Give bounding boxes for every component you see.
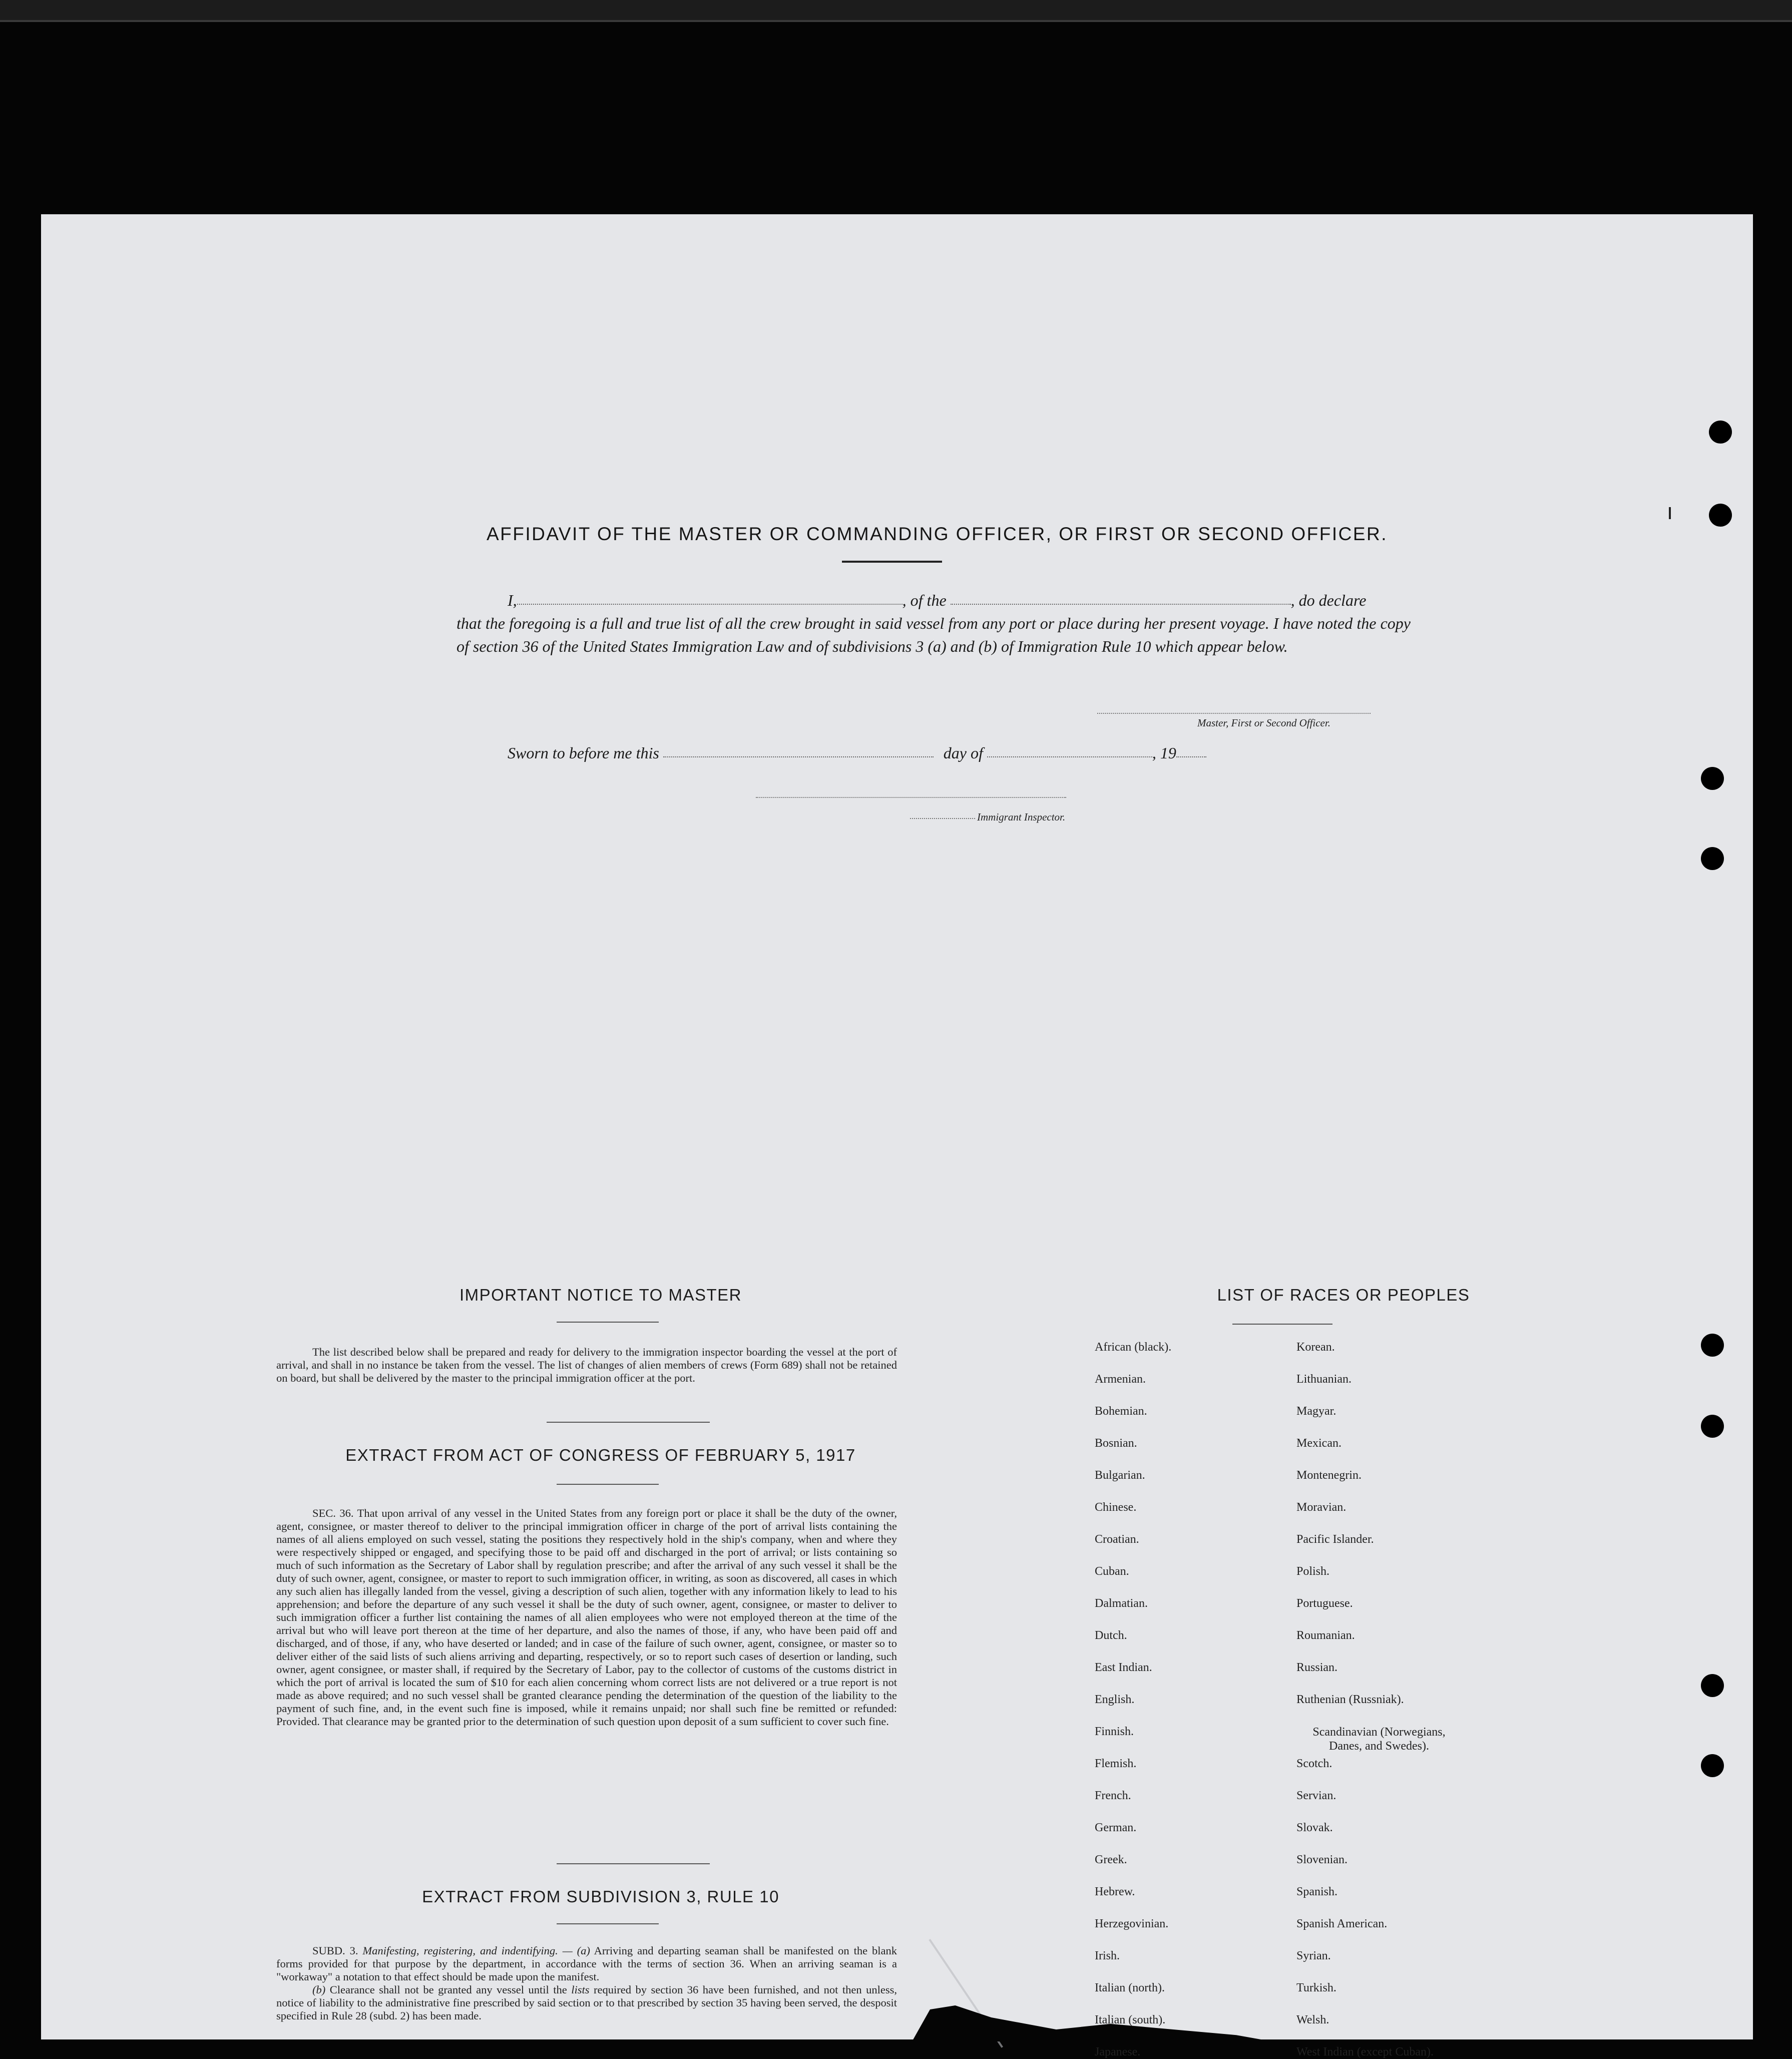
race-item: Italian (north). bbox=[1095, 1981, 1165, 1994]
race-item: Finnish. bbox=[1095, 1725, 1134, 1738]
race-item: Armenian. bbox=[1095, 1373, 1146, 1386]
declaration-body: that the foregoing is a full and true list of all the crew brought in said vessel from any port or place during her present voyage. I have noted the copy of section 36 of the United States Immigration Law and of subdivisions 3 (a) and (b) of Immigration Rule 10 which appear below. bbox=[457, 614, 1411, 655]
race-item: Turkish. bbox=[1296, 1981, 1336, 1994]
race-item: Hebrew. bbox=[1095, 1885, 1135, 1898]
act-rule bbox=[557, 1484, 659, 1485]
punch-hole bbox=[1701, 767, 1724, 790]
act-body bbox=[276, 1507, 897, 1728]
inspector-signature-line[interactable] bbox=[756, 797, 1066, 798]
rule10-body bbox=[276, 1944, 897, 2022]
master-signature-line[interactable] bbox=[1097, 713, 1371, 714]
race-item: West Indian (except Cuban). bbox=[1296, 2045, 1434, 2058]
race-item: Irish. bbox=[1095, 1949, 1120, 1962]
race-item: Flemish. bbox=[1095, 1757, 1137, 1770]
race-item: Slovenian. bbox=[1296, 1853, 1348, 1866]
title-rule bbox=[842, 561, 942, 563]
race-item: Bulgarian. bbox=[1095, 1469, 1145, 1482]
race-item: Moravian. bbox=[1296, 1501, 1347, 1514]
race-item: Bohemian. bbox=[1095, 1405, 1147, 1418]
notice-separator bbox=[547, 1422, 710, 1423]
race-item: Korean. bbox=[1296, 1341, 1335, 1354]
declaration-block bbox=[457, 589, 1411, 658]
notice-body bbox=[276, 1346, 897, 1385]
race-item: German. bbox=[1095, 1821, 1137, 1834]
race-item: French. bbox=[1095, 1789, 1131, 1802]
act-paragraph: SEC. 36. That upon arrival of any vessel in the United States from any foreign port or place it shall be the duty of the owner, agent, consignee, or master thereof to deliver to the principal immigration officer in charge of the port of arrival lists containing the names of all aliens employed on such vessel, stating the positions they respectively hold in the ship's company, when and where they were respectively shipped or engaged, and specifying those to be paid off and discharged in the port of arrival; or lists containing so much of such information as the Secretary of Labor shall by regulation prescribe; and after the arrival of any such vessel it shall be the duty of such owner, agent, consignee, or master to report to such immigration officer, in writing, as soon as discovered, all cases in which any such alien has illegally landed from the vessel, giving a description of such alien, together with any information likely to lead to his apprehension; and before the departure of any such vessel it shall be the duty of such owner, agent, consignee, or master to deliver to such immigration officer a further list containing the names of all alien employees who were not employed thereon at the time of the arrival but who will leave port thereon at the time of her departure, and also the names of those, if any, who have been paid off and discharged, and of those, if any, who have deserted or landed; and in case of the failure of such owner, agent, consignee, or master so to deliver either of the said lists of such aliens arriving and departing, respectively, or so to report such cases of desertion or landing, such owner, agent consignee, or master shall, if required by the Secretary of Labor, pay to the collector of customs of the customs district in which the port of arrival is located the sum of $10 for each alien concerning whom correct lists are not delivered or a true report is not made as above required; and no such vessel shall be granted clearance pending the determination of the question of the liability to the payment of such fine, and, in the event such fine is imposed, while it remains unpaid; nor shall such fine be remitted or refunded: Provided. That clearance may be granted prior to the determination of such question upon deposit of a sum sufficient to cover such fine. bbox=[276, 1507, 897, 1728]
notice-paragraph: The list described below shall be prepared and ready for delivery to the immigration inspector boarding the vessel at the port of arrival, and shall in no instance be taken from the vessel. The list of changes of alien members of crews (Form 689) shall not be retained on board, but shall be delivered by the master to the principal immigration officer at the port. bbox=[276, 1346, 897, 1384]
race-item: Bosnian. bbox=[1095, 1437, 1137, 1450]
race-item: Syrian. bbox=[1296, 1949, 1331, 1962]
affidavit-title: AFFIDAVIT OF THE MASTER OR COMMANDING OFFICER, OR FIRST OR SECOND OFFICER. bbox=[486, 524, 1388, 544]
notice-title: IMPORTANT NOTICE TO MASTER bbox=[459, 1286, 742, 1304]
race-item: Portuguese. bbox=[1296, 1597, 1353, 1610]
rule10-b-body-2: required by section 36 have been furnished, and not then unless, notice of liability to the administrative fine prescribed by said section or to that prescribed by section 35 having been served, the desposit specified in Rule 28 (subd. 2) has been made. bbox=[276, 1983, 898, 2022]
race-item: Chinese. bbox=[1095, 1501, 1137, 1514]
race-item: Roumanian. bbox=[1296, 1629, 1355, 1642]
sworn-month-field[interactable] bbox=[987, 752, 1152, 757]
race-item: Greek. bbox=[1095, 1853, 1127, 1866]
race-item: East Indian. bbox=[1095, 1661, 1152, 1674]
race-item: Lithuanian. bbox=[1296, 1373, 1352, 1386]
pencil-mark bbox=[1669, 507, 1671, 519]
race-item: Welsh. bbox=[1296, 2013, 1329, 2026]
vessel-field[interactable] bbox=[951, 600, 1291, 605]
rule10-a-heading: Manifesting, registering, and indentifying. — (a) bbox=[362, 1944, 590, 1957]
race-item: Ruthenian (Russniak). bbox=[1296, 1693, 1404, 1706]
rule10-para-b bbox=[276, 1983, 897, 2022]
rule10-a-lead: SUBD. 3. bbox=[312, 1944, 358, 1957]
document-page bbox=[41, 214, 1753, 2058]
rule10-a-body: Arriving and departing seaman shall be manifested on the blank forms provided for that purpose by the department, in accordance with the terms of section 36. When an arriving seaman is a "workaway" a notation to that effect should be made upon the manifest. bbox=[276, 1944, 898, 1983]
race-item: Cuban. bbox=[1095, 1565, 1129, 1578]
punch-hole bbox=[1701, 1674, 1724, 1697]
year-label: , 19 bbox=[1152, 744, 1176, 762]
punch-hole bbox=[1701, 1334, 1724, 1357]
race-item: Dalmatian. bbox=[1095, 1597, 1148, 1610]
do-declare-label: , do declare bbox=[1290, 591, 1367, 609]
punch-hole bbox=[1701, 847, 1724, 870]
race-item: Spanish American. bbox=[1296, 1917, 1388, 1930]
inspector-signature-dots bbox=[910, 818, 975, 819]
rule10-b-lead: (b) bbox=[312, 1983, 326, 1996]
sworn-day-field[interactable] bbox=[663, 752, 934, 757]
act-title: EXTRACT FROM ACT OF CONGRESS OF FEBRUARY 5, 1917 bbox=[345, 1446, 856, 1464]
film-border-line bbox=[0, 20, 1792, 22]
film-border-top bbox=[0, 0, 1792, 20]
race-item: African (black). bbox=[1095, 1341, 1172, 1354]
race-item: Herzegovinian. bbox=[1095, 1917, 1169, 1930]
declaration-first-line bbox=[457, 589, 1411, 612]
race-item: Mexican. bbox=[1296, 1437, 1341, 1450]
sworn-year-field[interactable] bbox=[1176, 752, 1206, 757]
i-label: I, bbox=[508, 591, 517, 609]
rule10-rule bbox=[557, 1923, 659, 1924]
race-item: Italian (south). bbox=[1095, 2013, 1166, 2026]
race-item: Servian. bbox=[1296, 1789, 1336, 1802]
rule10-para-a bbox=[276, 1944, 897, 1983]
race-item: Polish. bbox=[1296, 1565, 1330, 1578]
rule10-b-lists: lists bbox=[571, 1983, 590, 1996]
race-item: Magyar. bbox=[1296, 1405, 1336, 1418]
race-item: Dutch. bbox=[1095, 1629, 1127, 1642]
race-item: Russian. bbox=[1296, 1661, 1338, 1674]
punch-hole bbox=[1701, 1754, 1724, 1777]
sworn-line bbox=[508, 744, 1206, 762]
race-item: Pacific Islander. bbox=[1296, 1533, 1374, 1546]
notice-rule bbox=[557, 1322, 659, 1323]
race-item: English. bbox=[1095, 1693, 1135, 1706]
name-field[interactable] bbox=[517, 600, 903, 605]
rule10-b-body-1: Clearance shall not be granted any vessel until the bbox=[329, 1983, 567, 1996]
sworn-label: Sworn to before me this bbox=[508, 744, 659, 762]
race-item: Spanish. bbox=[1296, 1885, 1338, 1898]
races-title: LIST OF RACES OR PEOPLES bbox=[1217, 1286, 1470, 1304]
race-item: Scandinavian (Norwegians, Danes, and Swedes). bbox=[1312, 1726, 1446, 1753]
race-item: Scotch. bbox=[1296, 1757, 1332, 1770]
of-the-label: , of the bbox=[902, 591, 947, 609]
race-item: Montenegrin. bbox=[1296, 1469, 1362, 1482]
act-separator bbox=[557, 1863, 710, 1864]
rule10-title: EXTRACT FROM SUBDIVISION 3, RULE 10 bbox=[422, 1887, 779, 1906]
race-item: Croatian. bbox=[1095, 1533, 1139, 1546]
race-item: Japanese. bbox=[1095, 2045, 1141, 2058]
race-item: Slovak. bbox=[1296, 1821, 1333, 1834]
punch-hole bbox=[1709, 421, 1732, 444]
day-of-label: day of bbox=[943, 744, 983, 762]
punch-hole bbox=[1701, 1415, 1724, 1438]
punch-hole bbox=[1709, 504, 1732, 527]
races-rule bbox=[1232, 1324, 1332, 1325]
master-signature-caption: Master, First or Second Officer. bbox=[1197, 717, 1330, 729]
inspector-caption: Immigrant Inspector. bbox=[977, 811, 1066, 823]
